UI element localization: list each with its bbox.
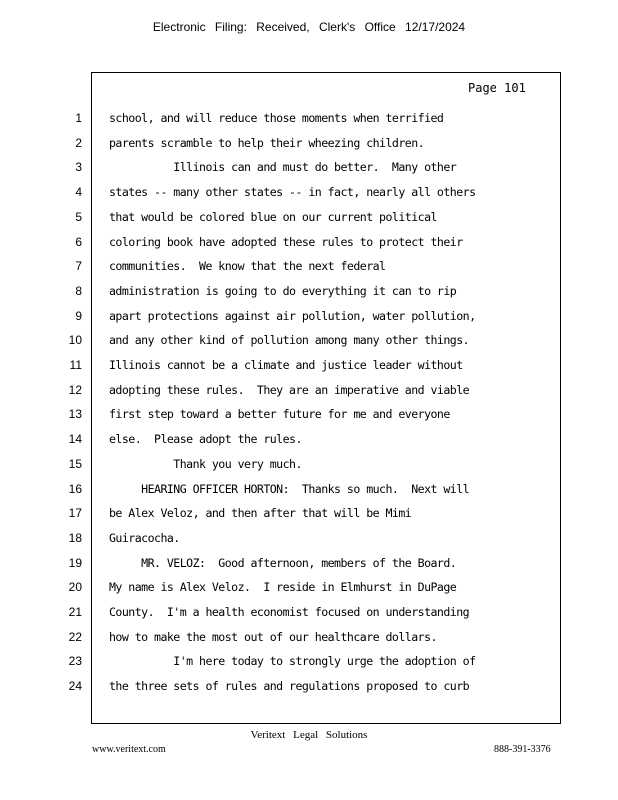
transcript-line	[0, 457, 618, 482]
transcript-line	[0, 482, 618, 507]
transcript-line	[0, 235, 618, 260]
line-text: and any other kind of pollution among many other things.	[109, 333, 470, 348]
transcript-line	[0, 531, 618, 556]
line-number: 15	[68, 456, 82, 471]
line-text: how to make the most out of our healthcare dollars.	[109, 629, 437, 644]
transcript-line	[0, 407, 618, 432]
line-number: 13	[68, 407, 82, 422]
line-number: 24	[68, 679, 82, 694]
line-number: 6	[75, 234, 82, 249]
line-text: coloring book have adopted these rules to protect their	[109, 234, 463, 249]
line-text: else. Please adopt the rules.	[109, 432, 302, 447]
transcript-line	[0, 160, 618, 185]
line-number: 3	[75, 160, 82, 175]
line-text: My name is Alex Veloz. I reside in Elmhurst in DuPage	[109, 580, 457, 595]
line-text: apart protections against air pollution, water pollution,	[109, 308, 476, 323]
line-text: be Alex Veloz, and then after that will be Mimi	[109, 506, 412, 521]
line-text: school, and will reduce those moments when terrified	[109, 111, 444, 125]
line-number: 1	[75, 111, 82, 125]
line-number: 16	[68, 481, 82, 496]
line-number: 23	[68, 654, 82, 669]
line-text: MR. VELOZ: Good afternoon, members of the Board.	[109, 555, 457, 570]
line-number: 20	[68, 580, 82, 595]
line-number: 22	[68, 629, 82, 644]
line-number: 7	[75, 259, 82, 274]
footer-company-name: Veritext Legal Solutions	[250, 729, 368, 741]
line-text: administration is going to do everything it can to rip	[109, 283, 457, 298]
transcript-line	[0, 333, 618, 358]
filing-stamp-header: Electronic Filing: Received, Clerk's Office 12/17/2024	[152, 20, 466, 34]
line-text: County. I'm a health economist focused on understanding	[109, 605, 470, 619]
transcript-line	[0, 185, 618, 210]
transcript-line	[0, 630, 618, 655]
line-text: the three sets of rules and regulations proposed to curb	[109, 679, 470, 694]
footer-phone: 888-391-3376	[494, 744, 551, 755]
line-number: 8	[75, 283, 82, 298]
line-number: 2	[75, 135, 82, 150]
transcript-line	[0, 432, 618, 457]
footer-website: www.veritext.com	[92, 744, 166, 755]
transcript-line	[0, 358, 618, 383]
line-number: 21	[68, 605, 82, 619]
line-text: I'm here today to strongly urge the adoption of	[109, 654, 476, 669]
line-number: 18	[68, 530, 82, 545]
line-text: HEARING OFFICER HORTON: Thanks so much. Next will	[109, 481, 470, 496]
line-text: Guiracocha.	[109, 530, 180, 545]
line-text: Illinois can and must do better. Many other	[109, 160, 457, 175]
line-text: parents scramble to help their wheezing children.	[109, 135, 425, 150]
line-text: that would be colored blue on our current political	[109, 209, 437, 224]
transcript-line	[0, 556, 618, 581]
transcript-line	[0, 284, 618, 309]
transcript-line	[0, 111, 618, 136]
line-number: 4	[75, 185, 82, 200]
line-number: 10	[68, 333, 82, 348]
transcript-line	[0, 654, 618, 679]
line-number: 9	[75, 308, 82, 323]
line-number: 14	[68, 432, 82, 447]
transcript-line	[0, 679, 618, 704]
page-number: Page 101	[468, 81, 526, 95]
transcript-line	[0, 383, 618, 408]
line-number: 19	[68, 555, 82, 570]
transcript-line	[0, 136, 618, 161]
line-text: Illinois cannot be a climate and justice leader without	[109, 358, 463, 372]
transcript-line	[0, 580, 618, 605]
transcript-line	[0, 210, 618, 235]
transcript-line	[0, 309, 618, 334]
line-number: 5	[75, 209, 82, 224]
line-text: communities. We know that the next federal	[109, 259, 386, 274]
line-text: first step toward a better future for me and everyone	[109, 407, 450, 422]
transcript-line	[0, 605, 618, 630]
line-number: 11	[69, 358, 82, 372]
transcript-line	[0, 506, 618, 531]
transcript-line	[0, 259, 618, 284]
line-number: 17	[68, 506, 82, 521]
line-text: states -- many other states -- in fact, nearly all others	[109, 185, 476, 200]
line-text: Thank you very much.	[109, 456, 302, 471]
line-text: adopting these rules. They are an imperative and viable	[109, 382, 470, 397]
line-number: 12	[68, 382, 82, 397]
